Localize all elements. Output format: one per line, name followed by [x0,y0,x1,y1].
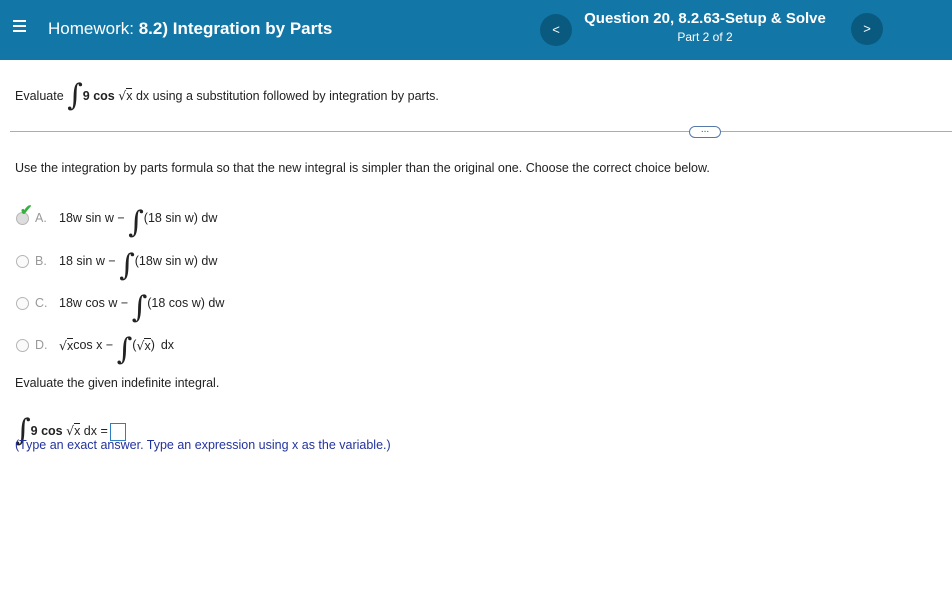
choice-b-inner: (18w sin w) dw [134,254,218,268]
question-title: Question 20, 8.2.63-Setup & Solve [584,10,826,27]
minus-sign: − [113,211,129,225]
radio-c[interactable] [16,297,29,310]
top-bar [0,0,952,60]
choice-b[interactable] [16,246,218,283]
sqrt-symbol: √ [118,88,127,103]
radicand: x [126,89,133,103]
choice-c-lead: 18w cos w [59,296,118,310]
choice-b-lead: 18 sin w [59,254,105,268]
integral-sign: ∫ [131,290,148,325]
menu-icon[interactable] [13,20,26,32]
part2-expression [15,411,126,448]
minus-sign: − [104,254,120,268]
choice-a-inner: (18 sin w) dw [143,211,218,225]
choice-c-inner: (18 cos w) dw [147,296,225,310]
minus-sign: − [102,338,117,352]
homework-prefix: Homework: [48,19,134,38]
minus-sign: − [117,296,132,310]
choice-letter: D. [35,338,48,352]
sqrt-symbol: √ [136,337,145,353]
close-paren: ) [150,338,155,352]
choice-d-inner-radicand: x [144,338,151,353]
integral-sign: ∫ [119,248,135,283]
radio-b[interactable] [16,255,29,268]
integral-sign: ∫ [116,332,133,367]
integral-sign: ∫ [128,205,144,240]
chevron-right-icon: > [863,21,871,36]
part2-prompt: Evaluate the given indefinite integral. [15,376,220,390]
question-prompt: Use the integration by parts formula so that the new integral is simpler than the original one. Choose the correct choice below. [15,161,710,175]
part2-dx: dx = [83,424,108,438]
choice-letter: B. [35,254,47,268]
dx-text: dx [135,89,150,103]
choice-letter: A. [35,211,47,225]
answer-instructions: (Type an exact answer. Type an expression using x as the variable.) [15,438,391,452]
sqrt-symbol: √ [66,423,75,438]
choice-c[interactable] [16,288,225,325]
choice-d-lead-rest: cos x [73,338,103,352]
open-paren: ( [132,338,137,352]
homework-title [48,19,332,39]
choice-d-radicand: x [66,338,74,353]
question-part: Part 2 of 2 [677,30,733,44]
checkmark-icon: ✔ [20,202,33,219]
sqrt-symbol: √ [59,337,67,353]
section-divider [10,131,952,132]
chevron-left-icon: < [552,22,560,37]
part2-radicand: x [74,424,81,438]
expand-more-button[interactable]: ... [689,126,721,138]
choice-letter: C. [35,296,48,310]
homework-name: 8.2) Integration by Parts [138,19,333,38]
radio-d[interactable] [16,339,29,352]
next-question-button[interactable] [851,13,883,45]
choice-d-inner-rest: dx [160,338,175,352]
integral-sign: ∫ [67,78,83,113]
part2-coef: 9 cos [30,424,63,438]
problem-instruction: using a substitution followed by integration by parts. [152,89,439,103]
choice-a-lead: 18w sin w [59,211,114,225]
problem-statement [15,76,439,113]
previous-question-button[interactable] [540,14,572,46]
evaluate-word: Evaluate [15,89,64,103]
choice-a[interactable] [16,202,218,240]
integrand-coef: 9 cos [82,89,115,103]
integral-sign: ∫ [15,413,31,448]
choice-d[interactable] [16,330,175,367]
